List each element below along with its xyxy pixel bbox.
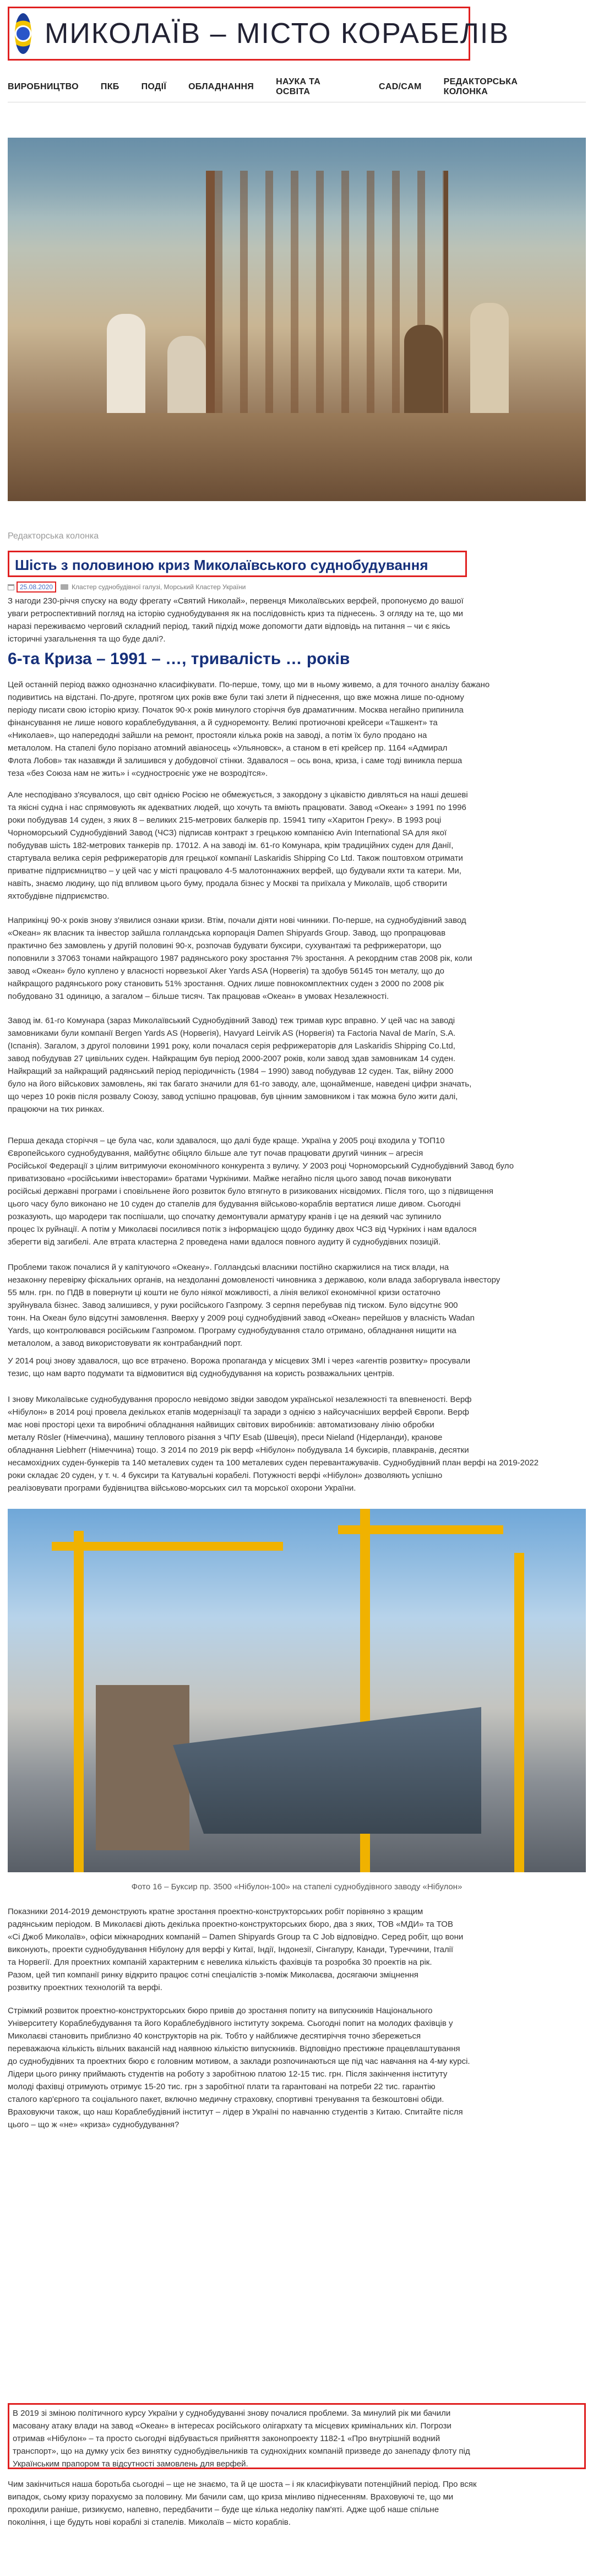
paragraph-4: Завод ім. 61-го Комунара (зараз Миколаївський Суднобудівний Завод) теж тримав курс вправно. У цей час на заводі замовниками були компанії Bergen Yards AS (Норвегія), Havyard Leirvik AS (Норвегія) та Factoria Naval de Marín, S.A. (Іспанія). Загалом, з другої половини 1991 року, коли почалася серія рефрижераторів для Laskaridis Shipping Co.Ltd, завод побудував 27 цивільних суден. Найкращим був період 2000-2007 років, коли завод здав замовникам 14 суден. Найкращий за найкращий радянський період періодичність (1984 – 1990) завод побудував 12 суден. Так, війну 2000 було на його військових замовлень, які так багато значили для 61-го заводу, але, щонайменше, наведені цифри значать, що через 10 років після розвалу Союзу, завод успішно працював, був цінним замовником і так можна було жити далі, працюючи на тих ринках.	[8, 1016, 472, 1114]
calendar-icon	[8, 584, 14, 590]
nav-item-events[interactable]: ПОДІЇ	[141, 81, 167, 91]
article-intro	[8, 595, 586, 645]
paragraph-6: Проблеми також почалися й у капітуючого «Океану». Голландські власники постійно скаржилися на тиск влади, на незаконну перевірку фіскальних органів, на нездоланні домовленості чиновника з державою, коли влада заборгувала інвестору 55 млн. грн. по ПДВ в повернути ці кошти не було ніякої можливості, а лінія великої економічної кризи остаточно зруйнувала бізнес. Завод залишився, у руки російського Газпрому. З серпня перебував під тиском. Було відсутнє 900 тонн. На Океан було відсутні замовлення. Вверху у 2009 році суднобудівний завод «Океан» перейшов у власність Wadan Yards, що контролювався російським Газпромом. Програму суднобудування стало отримано, обладнання нищити на металолом, а завод використовувати як контрабандний порт.	[8, 1263, 500, 1348]
folder-icon	[61, 584, 68, 590]
main-navigation	[8, 72, 586, 102]
paragraph-9: Показники 2014-2019 демонструють кратне зростання проектно-конструкторських робіт порівняно з кращим радянським періодом. В Миколаєві діють декілька проектно-конструкторських бюро, два з яких, ТОВ «МДИ» та ТОВ «Сі Джоб Миколаїв», офіси міжнародних компаній – Damen Shipyards Group та C Job відповідно. Серед робіт, що вони виконують, проекти суднобудування Нібулону для верфі у Китаї, Індії, Індонезії, Сінгапуру, Канади, Туреччини, Італії та Норвегії. Для проектних компаній характерним є невелика кількість фахівців та розробка 30 проектів на рік. Разом, цей тип компанії ринку відкрито працює сотні спеціалістів з-поміж Миколаєва, досягаючи зміцнення розвитку проектних технологій та верфі.	[8, 1907, 464, 1992]
paragraph-5: Перша декада сторіччя – це була час, коли здавалося, що далі буде краще. Україна у 2005 році входила у ТОП10 Європейського суднобудування, майбутнє обіцяло більше але тут почав працювати другий чинник – агресія Російської Федерації з цілим витримуючи економічного конкурента з вуличу. У 2003 році Чорноморський Суднобудівний Завод було приватизовано «російськими інвесторами» братами Чуркіними. Майже негайно після цього завод почав виконувати російські державні програми і сповільнене його розвиток було втягнуто в ризикованих нісвідомих. Після того, що з підвищення цього часу було виконано не 10 суден до стапелів для будування військово-кораблів вертатися лише дивом. Сьогодні розказують, що мародери так поспішали, що спочатку демонтували арматуру кранів і це на деякий час зупинило процес їх руйнації. А потім у Миколаєві посилився потік з інформацією щодо будинку двох ЧСЗ від Чуркіних і нам вдалося зберегти від загибелі. Але втрата кластерна 2 проведена нами вдалося повного аудиту й суднобудівних позицій.	[8, 1136, 514, 1247]
article-categories[interactable]: Кластер суднобудівної галузі, Морський Кластер України	[72, 583, 246, 591]
article-title-box	[8, 551, 467, 577]
breadcrumb[interactable]: Редакторська колонка	[8, 531, 99, 541]
hero-painting	[8, 138, 586, 501]
paragraph-line: З нагоди 230-річчя спуску на воду фрегату «Святий Николай», первенця Миколаївських верфей, пропонуємо до вашої	[8, 596, 464, 606]
paragraph-1: Цей останній період важко однозначно класифікувати. По-перше, тому, що ми в ньому живемо, а для точного аналізу бажано подивитись на відстані. По-друге, протягом цих років вже були такі злети й піднесення, що вже можна лише по-одному періоду писати свою історію кризу. Початок 90-х років минулого сторіччя був драматичним. Москва негайно припинила фінансування не лише нового кораблебудування, а й судноремонту. Великі протиочнові крейсери «Ташкент» та «Николаев», що напередодні зайшли на ремонт, простояли кілька років на заводі, а потім їх було продано на металолом. На стапелі було порізано атомний авіаносець «Ульяновск», а станом в еті крейсер пр. 1164 «Адмирал Флота Лобов» так назавжди й залишився у добудовчої стінки. Здавалося – ось вона, криза, і саме тоді виникла перша теза «без Союза нам не жить» і «судностроєніє уже не возродітся».	[8, 680, 490, 778]
article-title: Шість з половиною криз Миколаївського суднобудування	[15, 557, 428, 573]
paragraph-line: історичні узагальнення та що буде далі?.	[8, 634, 166, 644]
photo-caption: Фото 16 – Буксир пр. 3500 «Нібулон-100» на стапелі суднобудівного заводу «Нібулон»	[131, 1882, 463, 1892]
paragraph-2: Але несподівано з'ясувалося, що світ однією Росією не обмежується, з закордону з цікавістю дивляться на наші дешеві та якісні судна і нас спрямовують як адекватних людей, що хочуть та вміють працювати. Завод «Океан» з 1991 по 1996 роки побудував 14 суден, з яких 8 – великих 215-метрових балкерів пр. 15941 типу «Харитон Греку». В 1993 році Чорноморський Суднобудівний Завод (ЧСЗ) підписав контракт з грецькою компанією Avin International SA для якої побудував шість 182-метрових танкерів пр. 17012. А на заводі ім. 61-го Комунара, крім традиційних суден для Данії, стартувала велика серія рефрижераторів для грецької компанії Laskaridis Shipping Co Ltd. Також поштовхом отримати приватне підприємництво – у цей час у місті працювало 4-5 малотоннажних верфей, що будували яхти та катери. Ми, навіть, знаємо людину, що під впливом цього буму, продала бізнес у Москві та приїхала у Миколаїв, щоб створити яхтобудівне підприємство.	[8, 790, 468, 901]
article-meta	[8, 581, 246, 593]
site-logo[interactable]	[15, 13, 31, 54]
paragraph-11: В 2019 зі зміною політичного курсу України у суднобудуванні знову почалися проблеми. За минулий рік ми бачили масовану атаку влади на завод «Океан» в інтересах російського олігархату та місцевих кримінальних кіл. Погрози отримав «Нібулон» – та просто сьогодні відбувається прийняття законопроекту 1182-1 «Про внутрішній водний транспорт», що на думку усіх без винятку суднобудівельників та суднохідних компаній призведе до занепаду флоту під Українським прапором та відсутності замовлень для верфей.	[13, 2409, 470, 2469]
paragraph-7: У 2014 році знову здавалося, що все втрачено. Ворожа пропаганда у місцевих ЗМІ і через «агентів розвитку» просували тезис, що нам варто подумати та відмовитися від суднобудування на користь розважальних центрів.	[8, 1356, 470, 1378]
paragraph-line: уваги ретроспективний погляд на історію суднобудування як на послідовність криз та піднесень. З огляду на те, що ми	[8, 609, 464, 618]
paragraph-12: Чим закінчиться наша боротьба сьогодні – ще не знаємо, та й це шоста – і як класифікувати потенційний період. Про всяк випадок, сьому кризу порахуємо за половину. Ми бачили сам, що криза мінливо піднесенням. Враховуючі те, що ми проходили раніше, ризикуємо, напевно, передбачити – буде ще кілька недоліку пам'яті. Адже щоб наше спільне покоління, і ще будуть нові кораблі зі стапелів. Миколаїв – місто кораблів.	[8, 2480, 477, 2527]
site-header	[0, 0, 593, 94]
nav-item-science[interactable]: НАУКА ТА ОСВІТА	[276, 77, 321, 96]
paragraph-line: наразі переживаємо черговий складний період, такий підхід може допомогти дати відповідь на питання – чи є якісь	[8, 622, 450, 631]
site-title[interactable]: МИКОЛАЇВ – МІСТО КОРАБЕЛІВ	[45, 18, 510, 50]
tug-hull-under-construction	[173, 1707, 481, 1834]
paragraph-8: І знову Миколаївське суднобудування проросло невідомо звідки заводом української незалежності та впевненості. Верф «Нібулон» в 2014 році провела декількох етапів модернізації та заради з однією з найсучасніших верфей Європи. Верф має нові просторі цехи та виробничі обладнання найвищих світових виробників: автоматизовану лінію обробки металу Rösler (Німеччина), машину теплового різання з ЧПУ Esab (Швеція), преси Nieland (Нідерланди), кранове обладнання Liebherr (Німеччина) тощо. З 2014 по 2019 рік верф «Нібулон» побудувала 14 буксирів, плавкранів, десятки несамохідних суден-бункерів та 140 металевих суден та 100 металевих суден перевантажувачів. Суднобудівний план верфі на 2019-2022 роки складає 20 суден, у т. ч. 4 буксири та Катувальні корабелі. Потужності верфі «Нібулон» дозволяють успішно реалізовувати програми будівництва військово-морських сил та морської охорони України.	[8, 1395, 539, 1493]
article-date[interactable]: 25.08.2020	[17, 581, 56, 593]
nav-item-equipment[interactable]: ОБЛАДНАННЯ	[188, 81, 254, 91]
nav-item-production[interactable]: ВИРОБНИЦТВО	[8, 81, 79, 91]
paragraph-3: Наприкінці 90-х років знову з'явилися ознаки кризи. Втім, почали діяти нові чинники. По-перше, на суднобудівний завод «Океан» як власник та інвестор зайшла голландська корпорація Damen Shipyards Group. Завод, що пропрацював практично без замовлень у другій половині 90-х, розпочав будувати буксири, сухувантажі та рефрижератори, що поповнили з 37063 тонами найкращого 1987 радянського року зростання 7% зростання. А рекордним став 2008 рік, коли завод «Океан» було куплено у власності норвезької Aker Yards ASA (Норвегія) та здобув 56145 тон металу, що до найкращого радянського року становить 51% зростання. Одних лише повнокомплектних суден з 2000 по 2008 рік побудовано 31 одиницю, а загалом – більше тисяч. Так працював «Океан» в умовах Незалежності.	[8, 916, 472, 1001]
shipyard-photo	[8, 1509, 586, 1872]
section-heading: 6-та Криза – 1991 – …, тривалість … років	[8, 650, 350, 668]
nav-item-editorial[interactable]: РЕДАКТОРСЬКА КОЛОНКА	[443, 77, 518, 96]
site-branding[interactable]	[8, 7, 510, 61]
nav-item-pkb[interactable]: ПКБ	[100, 81, 119, 91]
nav-item-cadcam[interactable]: CAD/CAM	[378, 81, 422, 91]
paragraph-10: Стрімкий розвиток проектно-конструкторських бюро привів до зростання попиту на випускників Національного Університету Кораблебудування та його Кораблебудівного інституту зокрема. Сьогодні попит на молодих фахівців у Миколаєві становить приблизно 40 конструкторів на рік. Тобто у найближче десятиріччя точно збережеться переважаюча кількість вільних вакансій над наявною кількістю випускників. Відповідно престижне працевлаштування до суднобудівних та проектних бюро є головним мотивом, а заклади розпочинаються ще під час навчання на 4-му курсі. Лідери цього ринку приймають студентів на роботу з заробітною платою 12-15 тис. грн. Після закінчення інституту молоді фахівці отримують отримує 15-20 тис. грн з заробітної плати та гарантовані на потреби 22 тис. гарантію сталого кар'єрного та соціального пакет, включно медичну страховку, спортивні тренування та безкоштовні обіди. Враховуючи також, що наш Кораблебудівний інститут – лідер в Україні по навчанню студентів з Китаю. Спитайте після цього – що ж «не» «криза» суднобудування?	[8, 2006, 470, 2129]
highlighted-paragraph	[8, 2403, 586, 2469]
